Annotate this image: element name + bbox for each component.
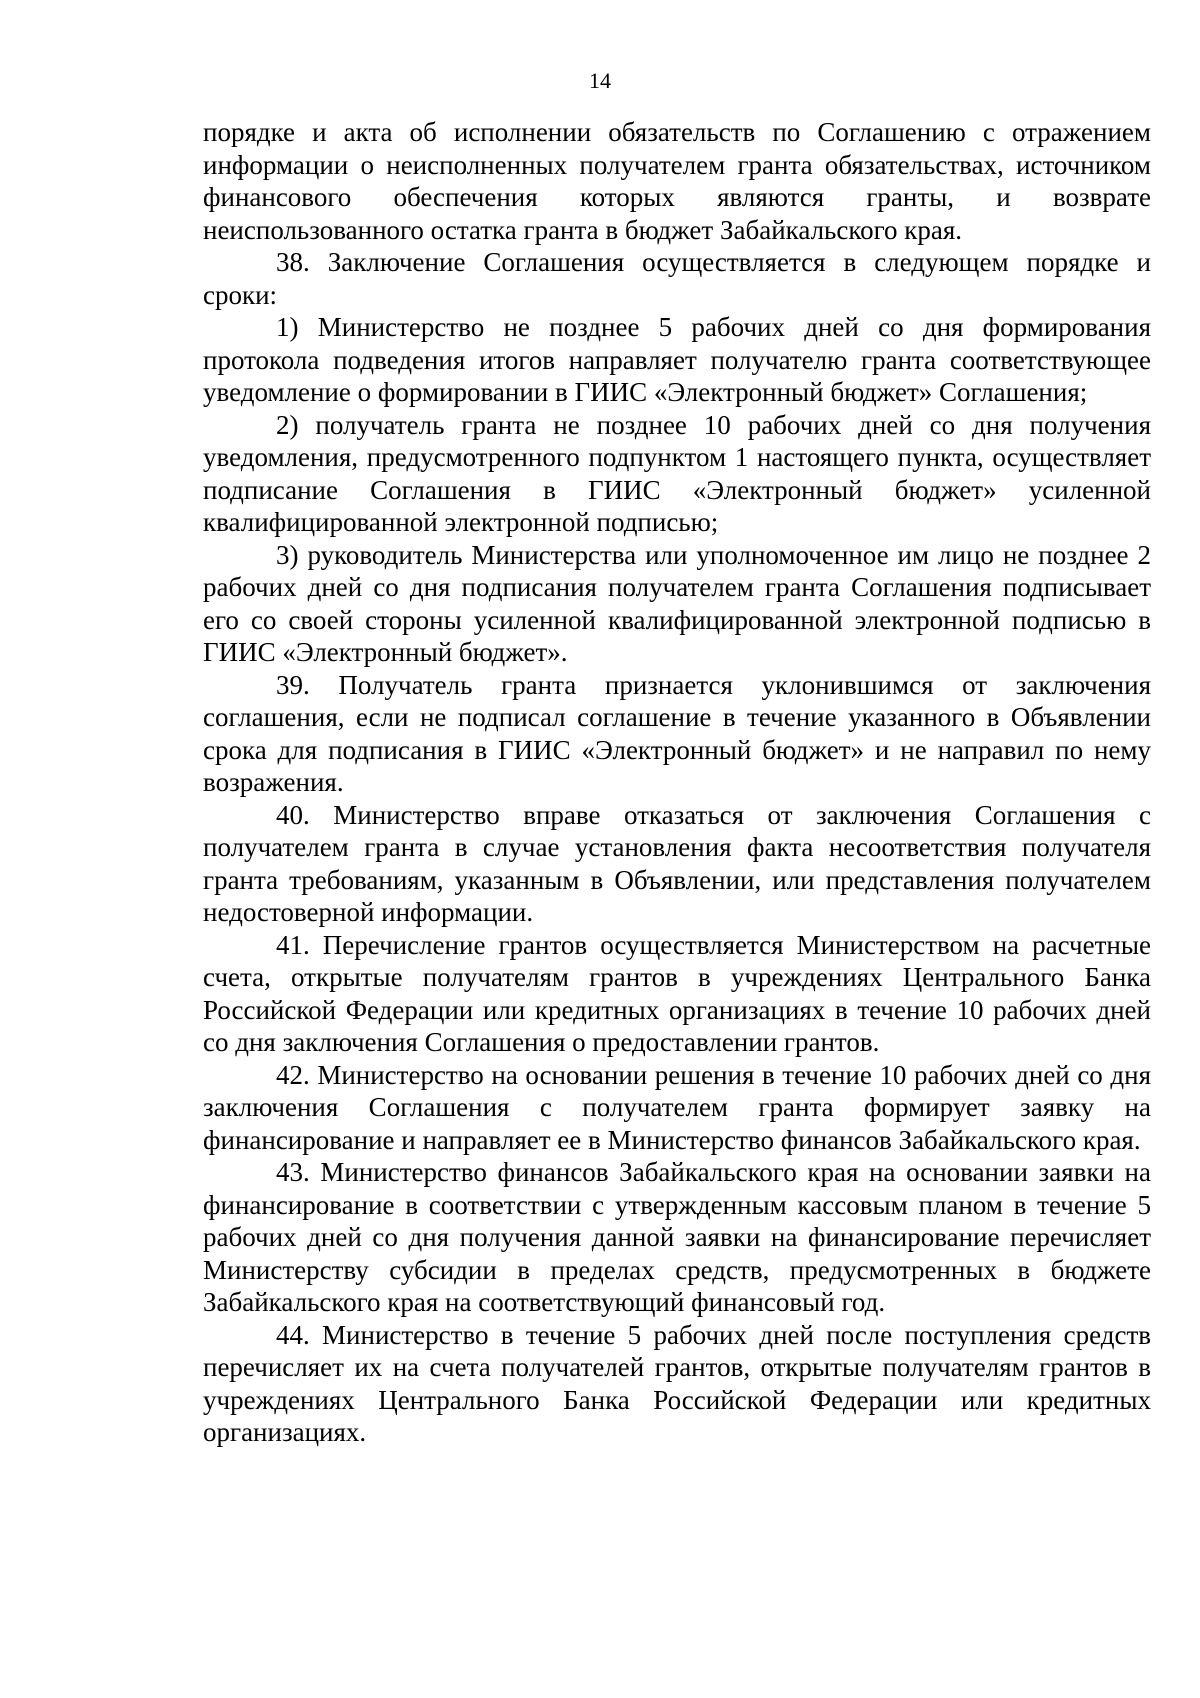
document-body [203,116,1151,1449]
paragraph-subitem-1: 1) Министерство не позднее 5 рабочих дней со дня формирования протокола подведения итогов направляет получателю гранта соответствующее уведомление о формировании в ГИИС «Электронный бюджет» Соглашения; [203,312,1151,407]
paragraph-item-40: 40. Министерство вправе отказаться от заключения Соглашения с получателем гранта в случае установления факта несоответствия получателя гранта требованиям, указанным в Объявлении, или представления получателем недостоверной информации. [203,799,1151,927]
paragraph-subitem-2: 2) получатель гранта не позднее 10 рабочих дней со дня получения уведомления, предусмотренного подпунктом 1 настоящего пункта, осуществляет подписание Соглашения в ГИИС «Электронный бюджет» усиленной квалифицированной электронной подписью; [203,409,1151,537]
paragraph-continuation: порядке и акта об исполнении обязательств по Соглашению с отражением информации о неисполненных получателем гранта обязательствах, источником финансового обеспечения которых являются гранты, и возврате неиспользованного остатка гранта в бюджет Забайкальского края. [203,117,1151,245]
paragraph-item-44: 44. Министерство в течение 5 рабочих дней после поступления средств перечисляет их на счета получателей грантов, открытые получателям грантов в учреждениях Центрального Банка Российской Федерации или кредитных организациях. [203,1319,1151,1447]
paragraph-item-39: 39. Получатель гранта признается уклонившимся от заключения соглашения, если не подписал соглашение в течение указанного в Объявлении срока для подписания в ГИИС «Электронный бюджет» и не направил по нему возражения. [203,669,1151,797]
paragraph-item-42: 42. Министерство на основании решения в течение 10 рабочих дней со дня заключения Соглашения с получателем гранта формирует заявку на финансирование и направляет ее в Министерство финансов Забайкальского края. [203,1059,1151,1155]
paragraph-subitem-3: 3) руководитель Министерства или уполномоченное им лицо не позднее 2 рабочих дней со дня подписания получателем гранта Соглашения подписывает его со своей стороны усиленной квалифицированной электронной подписью в ГИИС «Электронный бюджет». [203,539,1151,667]
paragraph-item-43: 43. Министерство финансов Забайкальского края на основании заявки на финансирование в соответствии с утвержденным кассовым планом в течение 5 рабочих дней со дня получения данной заявки на финансирование перечисляет Министерству субсидии в пределах средств, предусмотренных в бюджете Забайкальского края на соответствующий финансовый год. [203,1157,1151,1317]
paragraph-item-38: 38. Заключение Соглашения осуществляется в следующем порядке и сроки: [203,247,1151,310]
page-number: 14 [589,68,611,93]
paragraph-item-41: 41. Перечисление грантов осуществляется Министерством на расчетные счета, открытые получателям грантов в учреждениях Центрального Банка Российской Федерации или кредитных организациях в течение 10 рабочих дней со дня заключения Соглашения о предоставлении грантов. [203,929,1151,1057]
